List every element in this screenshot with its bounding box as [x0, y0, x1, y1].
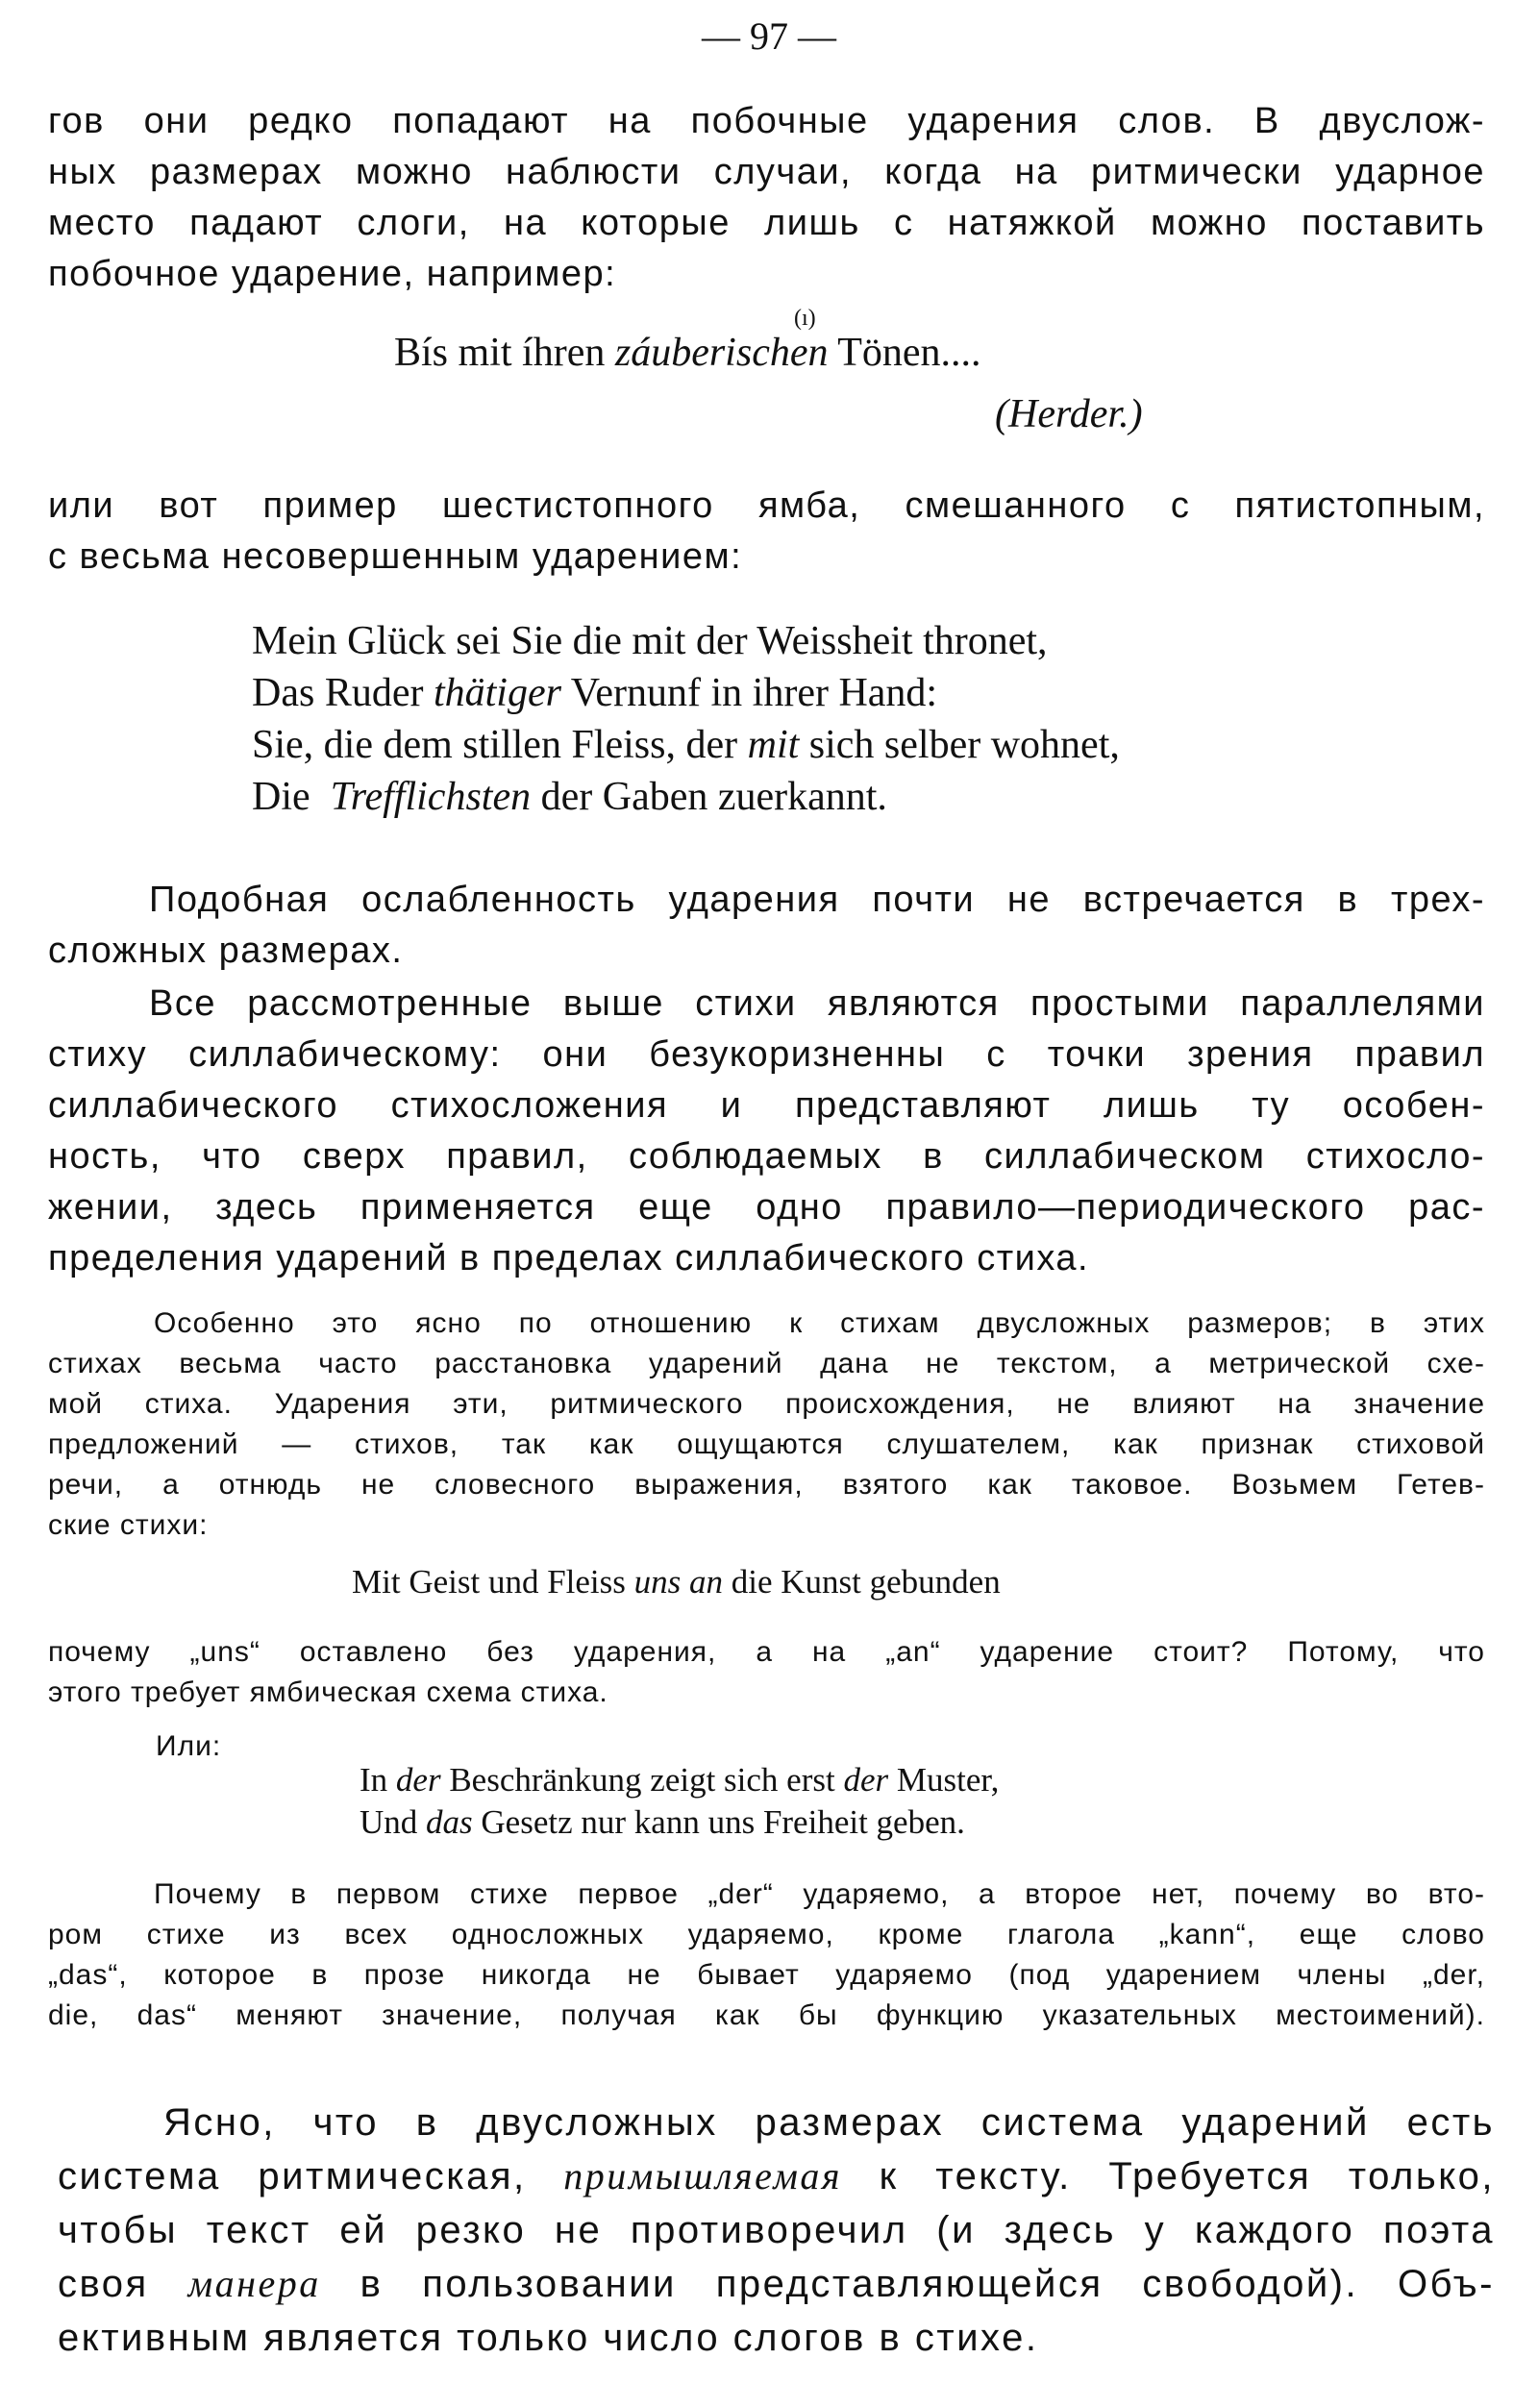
verse-text: Bís mit íhren — [394, 331, 615, 375]
text-line: жении, здесь применяется еще одно правило—периодического рас- — [48, 1187, 1485, 1228]
text-line: ром стихе из всех односложных ударяемо, кроме глагола „kann“, еще слово — [48, 1919, 1485, 1950]
text-line: Ясно, что в двусложных размерах система ударений есть — [163, 2101, 1495, 2144]
text-line: Все рассмотренные выше стихи являются простыми параллелями — [149, 983, 1485, 1024]
verse-example-2 — [252, 615, 1120, 823]
verse-italic: záuberischen — [614, 331, 829, 375]
verse-line: Mein Glück sei Sie die mit der Weissheit thronet, — [252, 619, 1048, 663]
verse-line: Die Trefflichsten der Gaben zuerkannt. — [252, 775, 887, 819]
text-line: чтобы текст ей резко не противоречил (и здесь у каждого поэта — [58, 2209, 1495, 2251]
text-line: своя манера в пользовании представляющейся свободой). Объ- — [58, 2262, 1495, 2305]
text-line: гов они редко попадают на побочные ударения слов. В двуслож- — [48, 101, 1485, 141]
paragraph-1 — [48, 96, 1485, 300]
verse-line: Das Ruder thätiger Vernunf in ihrer Hand: — [252, 671, 938, 715]
smallprint-3 — [48, 1874, 1485, 2036]
verse-line: Sie, die dem stillen Fleiss, der mit sich selber wohnet, — [252, 723, 1120, 767]
text-line: ность, что сверх правил, соблюдаемых в силлабическом стихосло- — [48, 1136, 1485, 1177]
text-line: речи, а отнюдь не словесного выражения, взятого как таковое. Возьмем Гетев- — [48, 1469, 1485, 1501]
text-line: место падают слоги, на которые лишь с натяжкой можно поставить — [48, 203, 1485, 243]
text-line: или вот пример шестистопного ямба, смешанного с пятистопным, — [48, 485, 1485, 526]
ili-label: Или: — [156, 1730, 222, 1762]
text-line: „das“, которое в прозе никогда не бывает ударяемо (под ударением члены „der, — [48, 1959, 1485, 1991]
text-line: пределения ударений в пределах силлабического стиха. — [48, 1238, 1090, 1278]
paragraph-4 — [48, 979, 1485, 1284]
text-line: Почему в первом стихе первое „der“ ударяемо, а второе нет, почему во вто- — [154, 1878, 1485, 1910]
paragraph-2 — [48, 481, 1485, 583]
text-line: Подобная ослабленность ударения почти не встречается в трех- — [149, 880, 1485, 920]
text-line: Особенно это ясно по отношению к стихам двусложных размеров; в этих — [154, 1307, 1485, 1339]
verse-example-1 — [394, 327, 981, 379]
verse-line: Und das Gesetz nur kann uns Freiheit geben. — [360, 1803, 965, 1841]
text-line: сложных размерах. — [48, 931, 404, 971]
text-line: система ритмическая, примышляемая к тексту. Требуется только, — [58, 2154, 1496, 2197]
text-line: стихах весьма часто расстановка ударений дана не текстом, а метрической схе- — [48, 1348, 1485, 1379]
verse-attribution: (Herder.) — [995, 392, 1143, 436]
verse-line: In der Beschränkung zeigt sich erst der Muster, — [360, 1761, 1000, 1799]
verse-example-3: Mit Geist und Fleiss uns an die Kunst gebunden — [352, 1563, 1001, 1601]
text-line: die, das“ меняют значение, получая как бы функцию указательных местоимений). — [48, 1999, 1485, 2031]
text-line: почему „uns“ оставлено без ударения, а на „an“ ударение стоит? Потому, что — [48, 1636, 1485, 1668]
text-line: ективным является только число слогов в стихе. — [58, 2317, 1039, 2359]
smallprint-1 — [48, 1303, 1485, 1546]
text-line: стиху силлабическому: они безукоризненны с точки зрения правил — [48, 1034, 1485, 1075]
paragraph-5 — [58, 2096, 1495, 2365]
verse-example-4 — [360, 1759, 999, 1844]
text-line: мой стиха. Ударения эти, ритмического происхождения, не влияют на значение — [48, 1388, 1485, 1420]
text-line: ские стихи: — [48, 1509, 209, 1541]
verse-text: Tönen.... — [828, 331, 981, 375]
page-number: — 97 — — [702, 14, 836, 58]
text-line: побочное ударение, например: — [48, 254, 617, 294]
text-line: предложений — стихов, так как ощущаются слушателем, как признак стиховой — [48, 1428, 1485, 1460]
text-line: силлабического стихосложения и представляют лишь ту особен- — [48, 1085, 1485, 1126]
text-line: с весьма несовершенным ударением: — [48, 536, 743, 577]
text-line: этого требует ямбическая схема стиха. — [48, 1676, 608, 1708]
text-line: ных размерах можно наблюсти случаи, когда на ритмически ударное — [48, 152, 1485, 192]
secondary-stress-mark: (ı) — [794, 306, 816, 331]
smallprint-2 — [48, 1632, 1485, 1713]
paragraph-3 — [48, 875, 1485, 977]
